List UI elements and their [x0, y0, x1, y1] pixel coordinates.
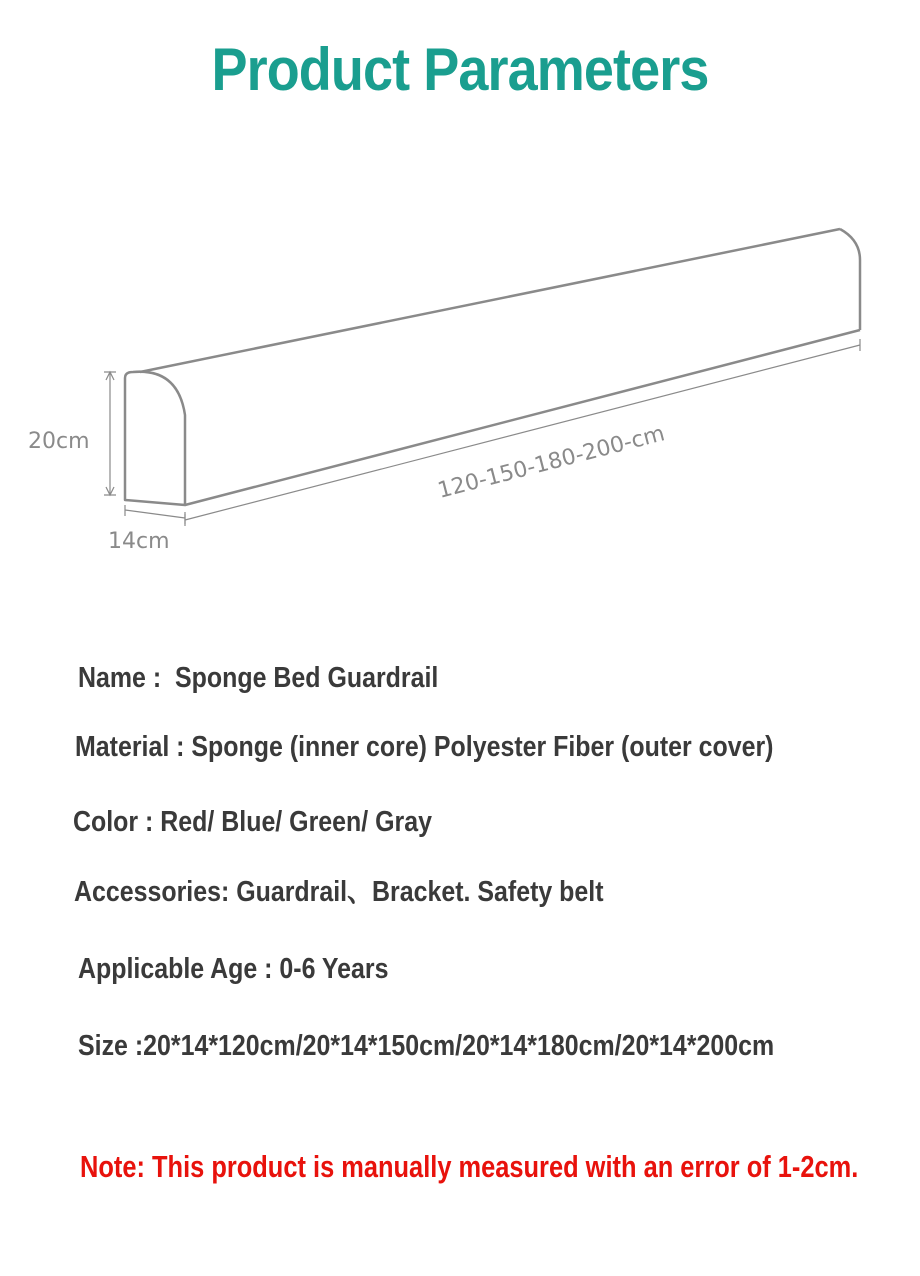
spec-name-value: Sponge Bed Guardrail: [175, 662, 439, 694]
spec-accessories-label: Accessories:: [74, 876, 237, 908]
spec-age: [78, 951, 389, 987]
height-label: 20cm: [28, 429, 90, 454]
spec-size: [78, 1028, 774, 1064]
spec-size-value: 20*14*120cm/20*14*150cm/20*14*180cm/20*14*200cm: [143, 1030, 775, 1062]
guardrail-far-end: [840, 229, 860, 330]
measurement-note: Note: This product is manually measured with an error of 1-2cm.: [80, 1149, 859, 1184]
spec-material-label: Material :: [75, 731, 192, 763]
width-dimension-line: [125, 505, 185, 524]
guardrail-outline: [125, 229, 860, 505]
page-title: Product Parameters: [211, 36, 709, 103]
spec-size-label: Size :: [78, 1030, 144, 1062]
guardrail-top-edge: [140, 229, 840, 372]
spec-age-label: Applicable Age :: [78, 953, 280, 985]
spec-color-label: Color :: [73, 806, 161, 838]
spec-accessories: [74, 874, 604, 910]
spec-material-value: Sponge (inner core) Polyester Fiber (outer cover): [191, 731, 774, 763]
spec-name-label: Name :: [78, 662, 176, 694]
height-dimension-line: [104, 372, 116, 495]
spec-age-value: 0-6 Years: [279, 953, 389, 985]
guardrail-end-face: [125, 372, 185, 505]
spec-name: [78, 660, 438, 696]
guardrail-dimension-diagram: [0, 200, 920, 580]
width-label: 14cm: [108, 529, 170, 554]
dimension-lines: [104, 339, 860, 526]
length-label: 120-150-180-200-cm: [435, 421, 668, 504]
length-dimension-line: [185, 339, 860, 526]
spec-material: [75, 729, 773, 765]
spec-color-value: Red/ Blue/ Green/ Gray: [160, 806, 432, 838]
spec-accessories-value: Guardrail、Bracket. Safety belt: [236, 876, 604, 908]
spec-color: [73, 804, 432, 840]
